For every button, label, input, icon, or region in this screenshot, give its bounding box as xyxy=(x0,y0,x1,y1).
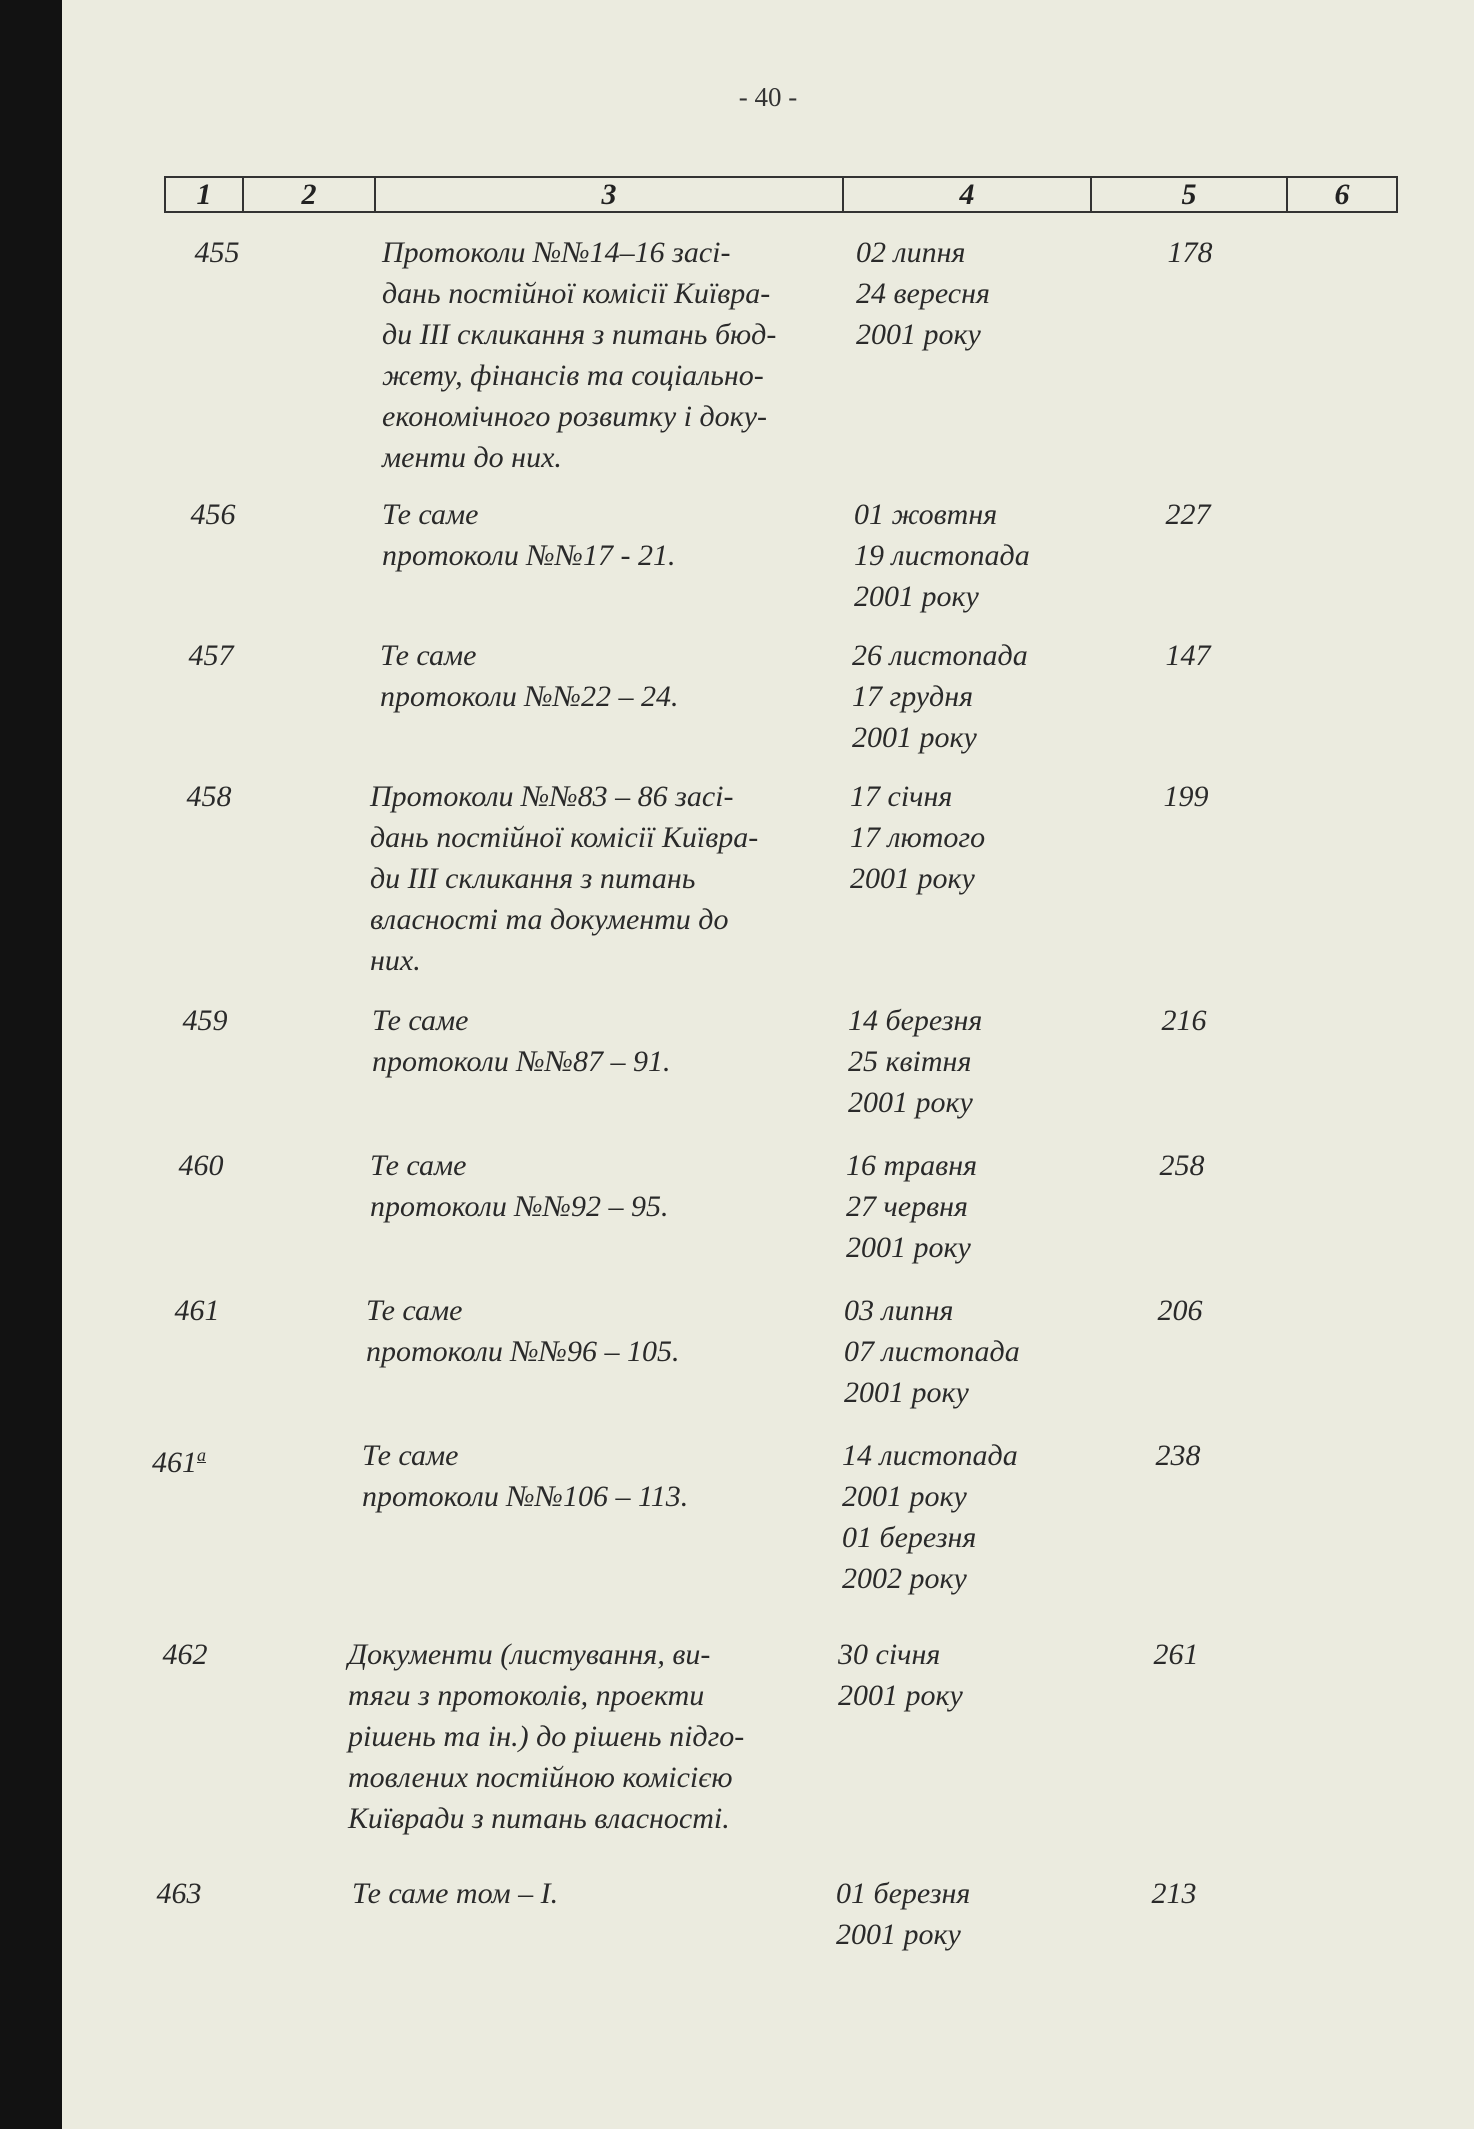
entry-sheet-count: 147 xyxy=(1165,639,1211,672)
header-col-4: 4 xyxy=(844,178,1092,211)
header-col-5: 5 xyxy=(1092,178,1288,211)
entry-number-suffix: а xyxy=(197,1445,206,1465)
entry-dates: 30 січня 2001 року xyxy=(838,1638,963,1712)
entry-dates: 14 березня 25 квітня 2001 року xyxy=(848,1004,983,1119)
entry-sheet-count: 261 xyxy=(1153,1638,1199,1671)
entry-dates: 17 січня 17 лютого 2001 року xyxy=(850,780,986,895)
entry-sheet-count: 213 xyxy=(1151,1877,1197,1910)
entry-number: 457 xyxy=(188,639,234,672)
entry-number: 456 xyxy=(190,498,236,531)
entry-number-main: 461 xyxy=(152,1446,197,1479)
entry-sheet-count: 206 xyxy=(1157,1294,1203,1327)
header-col-6: 6 xyxy=(1334,177,1350,211)
scan-dark-edge xyxy=(0,0,70,2129)
page-number: - 40 - xyxy=(738,82,798,112)
entry-dates: 26 листопада 17 грудня 2001 року xyxy=(852,639,1028,754)
entry-number: 459 xyxy=(182,1004,228,1037)
entry-number: 463 xyxy=(156,1877,202,1910)
entry-number xyxy=(134,1435,224,1483)
entry-sheet-count: 238 xyxy=(1155,1439,1201,1472)
entry-description: Те саме протоколи №№96 – 105. xyxy=(366,1294,680,1368)
entry-description: Те саме том – І. xyxy=(352,1877,559,1910)
entry-number: 455 xyxy=(194,236,240,269)
document-page xyxy=(62,0,1474,2129)
entry-description: Протоколи №№83 – 86 засі- дань постійної комісії Київра- ди ІІІ скликання з питань власності та документи до них. xyxy=(370,780,759,977)
entry-number: 458 xyxy=(186,780,232,813)
entry-sheet-count: 199 xyxy=(1163,780,1209,813)
entry-description: Протоколи №№14–16 засі- дань постійної комісії Київра- ди ІІІ скликання з питань бюд- жету, фінансів та соціально- економічного розвитку і доку- менти до них. xyxy=(382,236,777,474)
entry-sheet-count: 178 xyxy=(1167,236,1213,269)
entry-description: Те саме протоколи №№87 – 91. xyxy=(372,1004,671,1078)
entry-sheet-count: 216 xyxy=(1161,1004,1207,1037)
entry-number: 462 xyxy=(162,1638,208,1671)
entry-dates: 01 жовтня 19 листопада 2001 року xyxy=(854,498,1030,613)
entry-description: Те саме протоколи №№22 – 24. xyxy=(380,639,679,713)
entry-sheet-count: 258 xyxy=(1159,1149,1205,1182)
entry-dates: 14 листопада 2001 року 01 березня 2002 року xyxy=(842,1439,1018,1595)
entry-description: Те саме протоколи №№17 - 21. xyxy=(382,498,676,572)
entry-description: Документи (листування, ви- тяги з протоколів, проекти рішень та ін.) до рішень підго- товлених постійною комісією Київради з питань власності. xyxy=(348,1638,745,1835)
entry-dates: 01 березня 2001 року xyxy=(836,1877,971,1951)
entry-description: Те саме протоколи №№106 – 113. xyxy=(362,1439,689,1513)
header-col-2: 2 xyxy=(244,178,376,211)
entry-dates: 16 травня 27 червня 2001 року xyxy=(846,1149,978,1264)
entry-description: Те саме протоколи №№92 – 95. xyxy=(370,1149,669,1223)
entry-number: 460 xyxy=(178,1149,224,1182)
entry-dates: 02 липня 24 вересня 2001 року xyxy=(856,236,990,351)
table-header xyxy=(164,176,1398,213)
entry-number: 461 xyxy=(174,1294,220,1327)
header-col-1: 1 xyxy=(166,178,244,211)
entry-dates: 03 липня 07 листопада 2001 року xyxy=(844,1294,1020,1409)
header-col-3: 3 xyxy=(376,178,844,211)
entry-sheet-count: 227 xyxy=(1165,498,1211,531)
